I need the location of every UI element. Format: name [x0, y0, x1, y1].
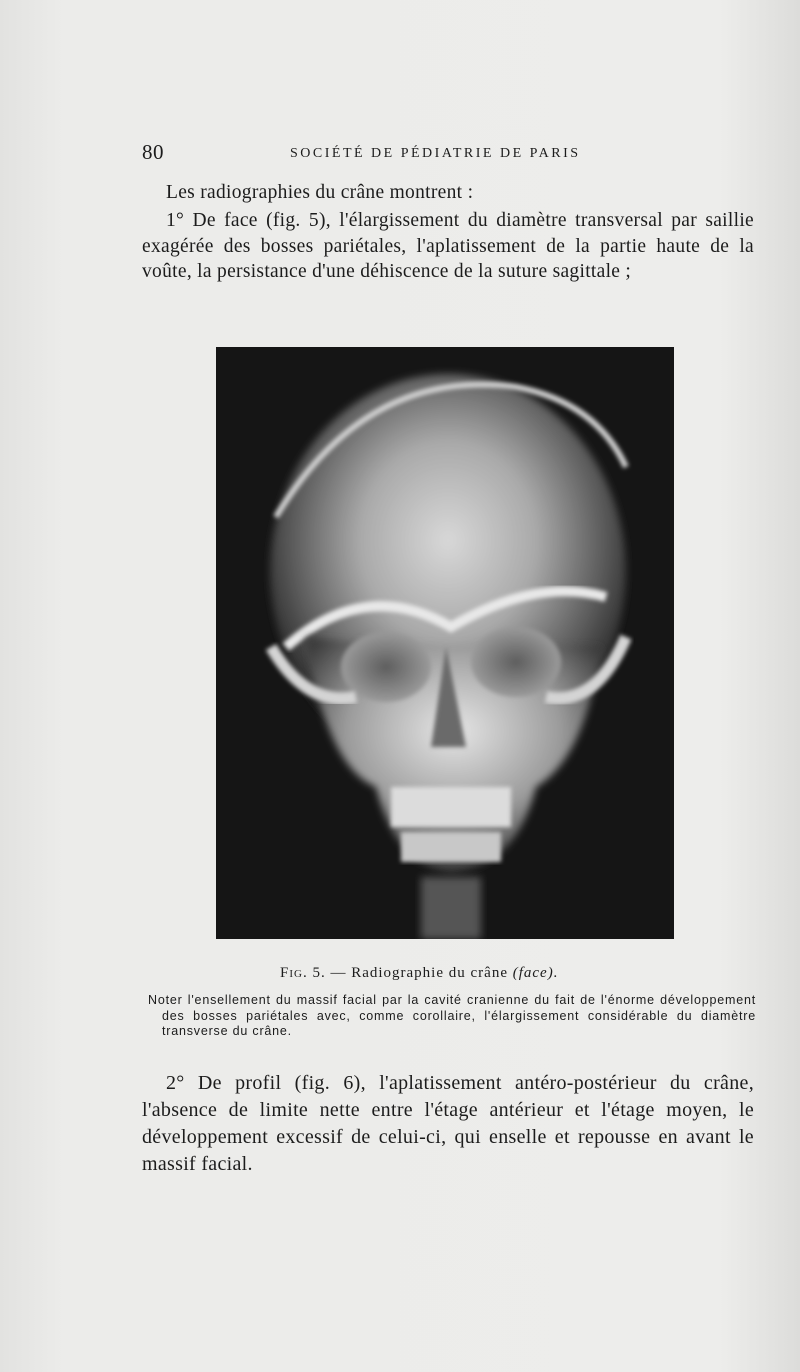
intro-text: Les radiographies du crâne montrent : [166, 182, 474, 203]
caption-dash: — [330, 965, 347, 981]
running-title: SOCIÉTÉ DE PÉDIATRIE DE PARIS [290, 146, 581, 161]
running-head [142, 138, 602, 168]
skull-radiograph [216, 347, 674, 939]
figure-label: Fig. 5. [280, 965, 326, 981]
intro-paragraph [142, 180, 754, 206]
point-one-text: 1° De face (fig. 5), l'élargissement du diamètre transversal par saillie exagérée des bosses pariétales, l'aplatissement de la partie haute de la voûte, la persistance d'une déhiscence de la suture sagittale ; [142, 210, 754, 282]
page-number: 80 [142, 140, 164, 164]
caption-text: Radiographie du crâne [351, 965, 508, 981]
caption-view: (face). [512, 965, 559, 981]
skull-radiograph-image [216, 347, 674, 939]
figure-note [148, 993, 756, 1040]
figure-note-text: Noter l'ensellement du massif facial par la cavité cranienne du fait de l'énorme développement des bosses pariétales avec, comme corollaire, l'élargissement considérable du diamètre transverse du crâne. [148, 993, 756, 1038]
figure-caption [280, 965, 558, 982]
point-one-paragraph [142, 208, 754, 285]
point-two-paragraph [142, 1070, 754, 1178]
point-two-text: 2° De profil (fig. 6), l'aplatissement antéro-postérieur du crâne, l'absence de limite nette entre l'étage antérieur et l'étage moyen, le développement excessif de celui-ci, qui enselle et repousse en avant le massif facial. [142, 1072, 754, 1175]
